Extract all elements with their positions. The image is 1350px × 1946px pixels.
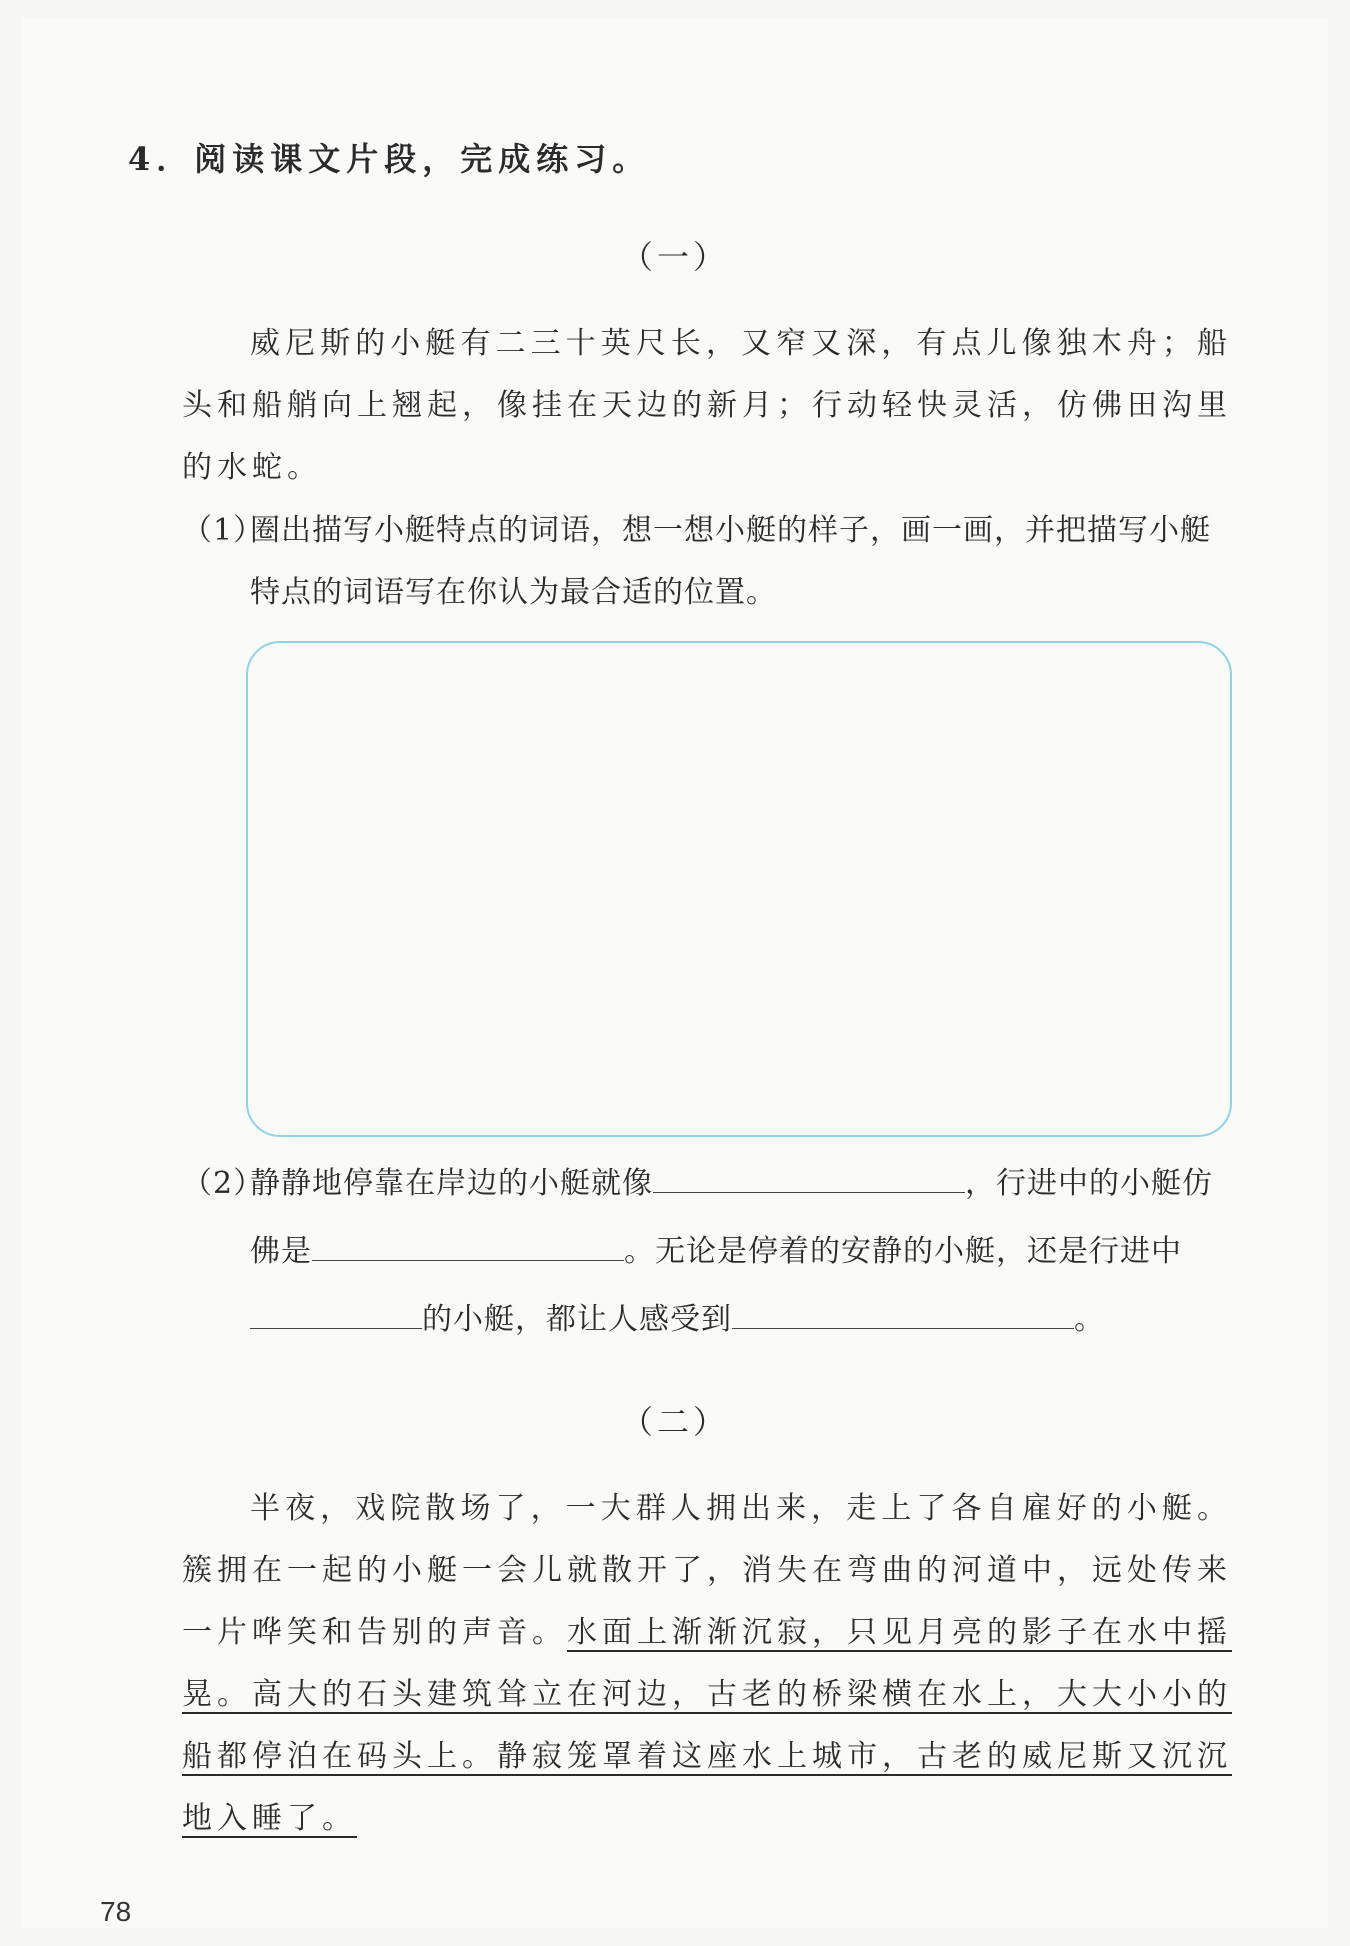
question-two-number: （2） <box>182 1166 265 1201</box>
question-two-part1: 静静地停靠在岸边的小艇就像 <box>250 1166 653 1201</box>
question-two-part2: ，行进中的小艇仿佛是 <box>250 1166 1213 1269</box>
question-one <box>182 500 1232 630</box>
question-two-part3: 。无论是停着的安静的小艇，还是行进中 <box>624 1234 1182 1269</box>
passage-two-plain: 半夜，戏院散场了，一大群人拥出来，走上了各自雇好的小艇。簇拥在一起的小艇一会儿就散开了，消失在弯曲的河道中，远处传来一片哗笑和告别的声音。 <box>182 1491 1232 1650</box>
passage-two <box>182 1478 1232 1850</box>
question-two-part5: 。 <box>1074 1302 1105 1337</box>
answer-blank-4[interactable] <box>732 1298 1074 1329</box>
question-one-number: （1） <box>182 513 265 548</box>
question-one-text: 圈出描写小艇特点的词语，想一想小艇的样子，画一画，并把描写小艇特点的词语写在你认为最合适的位置。 <box>250 513 1211 610</box>
section-one-title: （一） <box>620 238 729 276</box>
question-two-text <box>250 1150 1232 1354</box>
passage-one: 威尼斯的小艇有二三十英尺长，又窄又深，有点儿像独木舟；船头和船艄向上翘起，像挂在天边的新月；行动轻快灵活，仿佛田沟里的水蛇。 <box>182 326 1232 485</box>
question-two-part4: 的小艇，都让人感受到 <box>422 1302 732 1337</box>
page-number: 78 <box>100 1896 132 1927</box>
passage-two-underlined: 水面上渐渐沉寂，只见月亮的影子在水中摇晃。高大的石头建筑耸立在河边，古老的桥梁横在水上，大大小小的船都停泊在码头上。静寂笼罩着这座水上城市，古老的威尼斯又沉沉地入睡了。 <box>182 1615 1232 1836</box>
answer-blank-3[interactable] <box>250 1298 422 1329</box>
answer-blank-2[interactable] <box>312 1230 624 1261</box>
question-two <box>182 1150 1232 1370</box>
exercise-heading: 4．阅读课文片段，完成练习。 <box>128 140 651 178</box>
drawing-area[interactable] <box>246 641 1232 1137</box>
section-two-title: （二） <box>620 1403 729 1441</box>
answer-blank-1[interactable] <box>653 1162 965 1193</box>
